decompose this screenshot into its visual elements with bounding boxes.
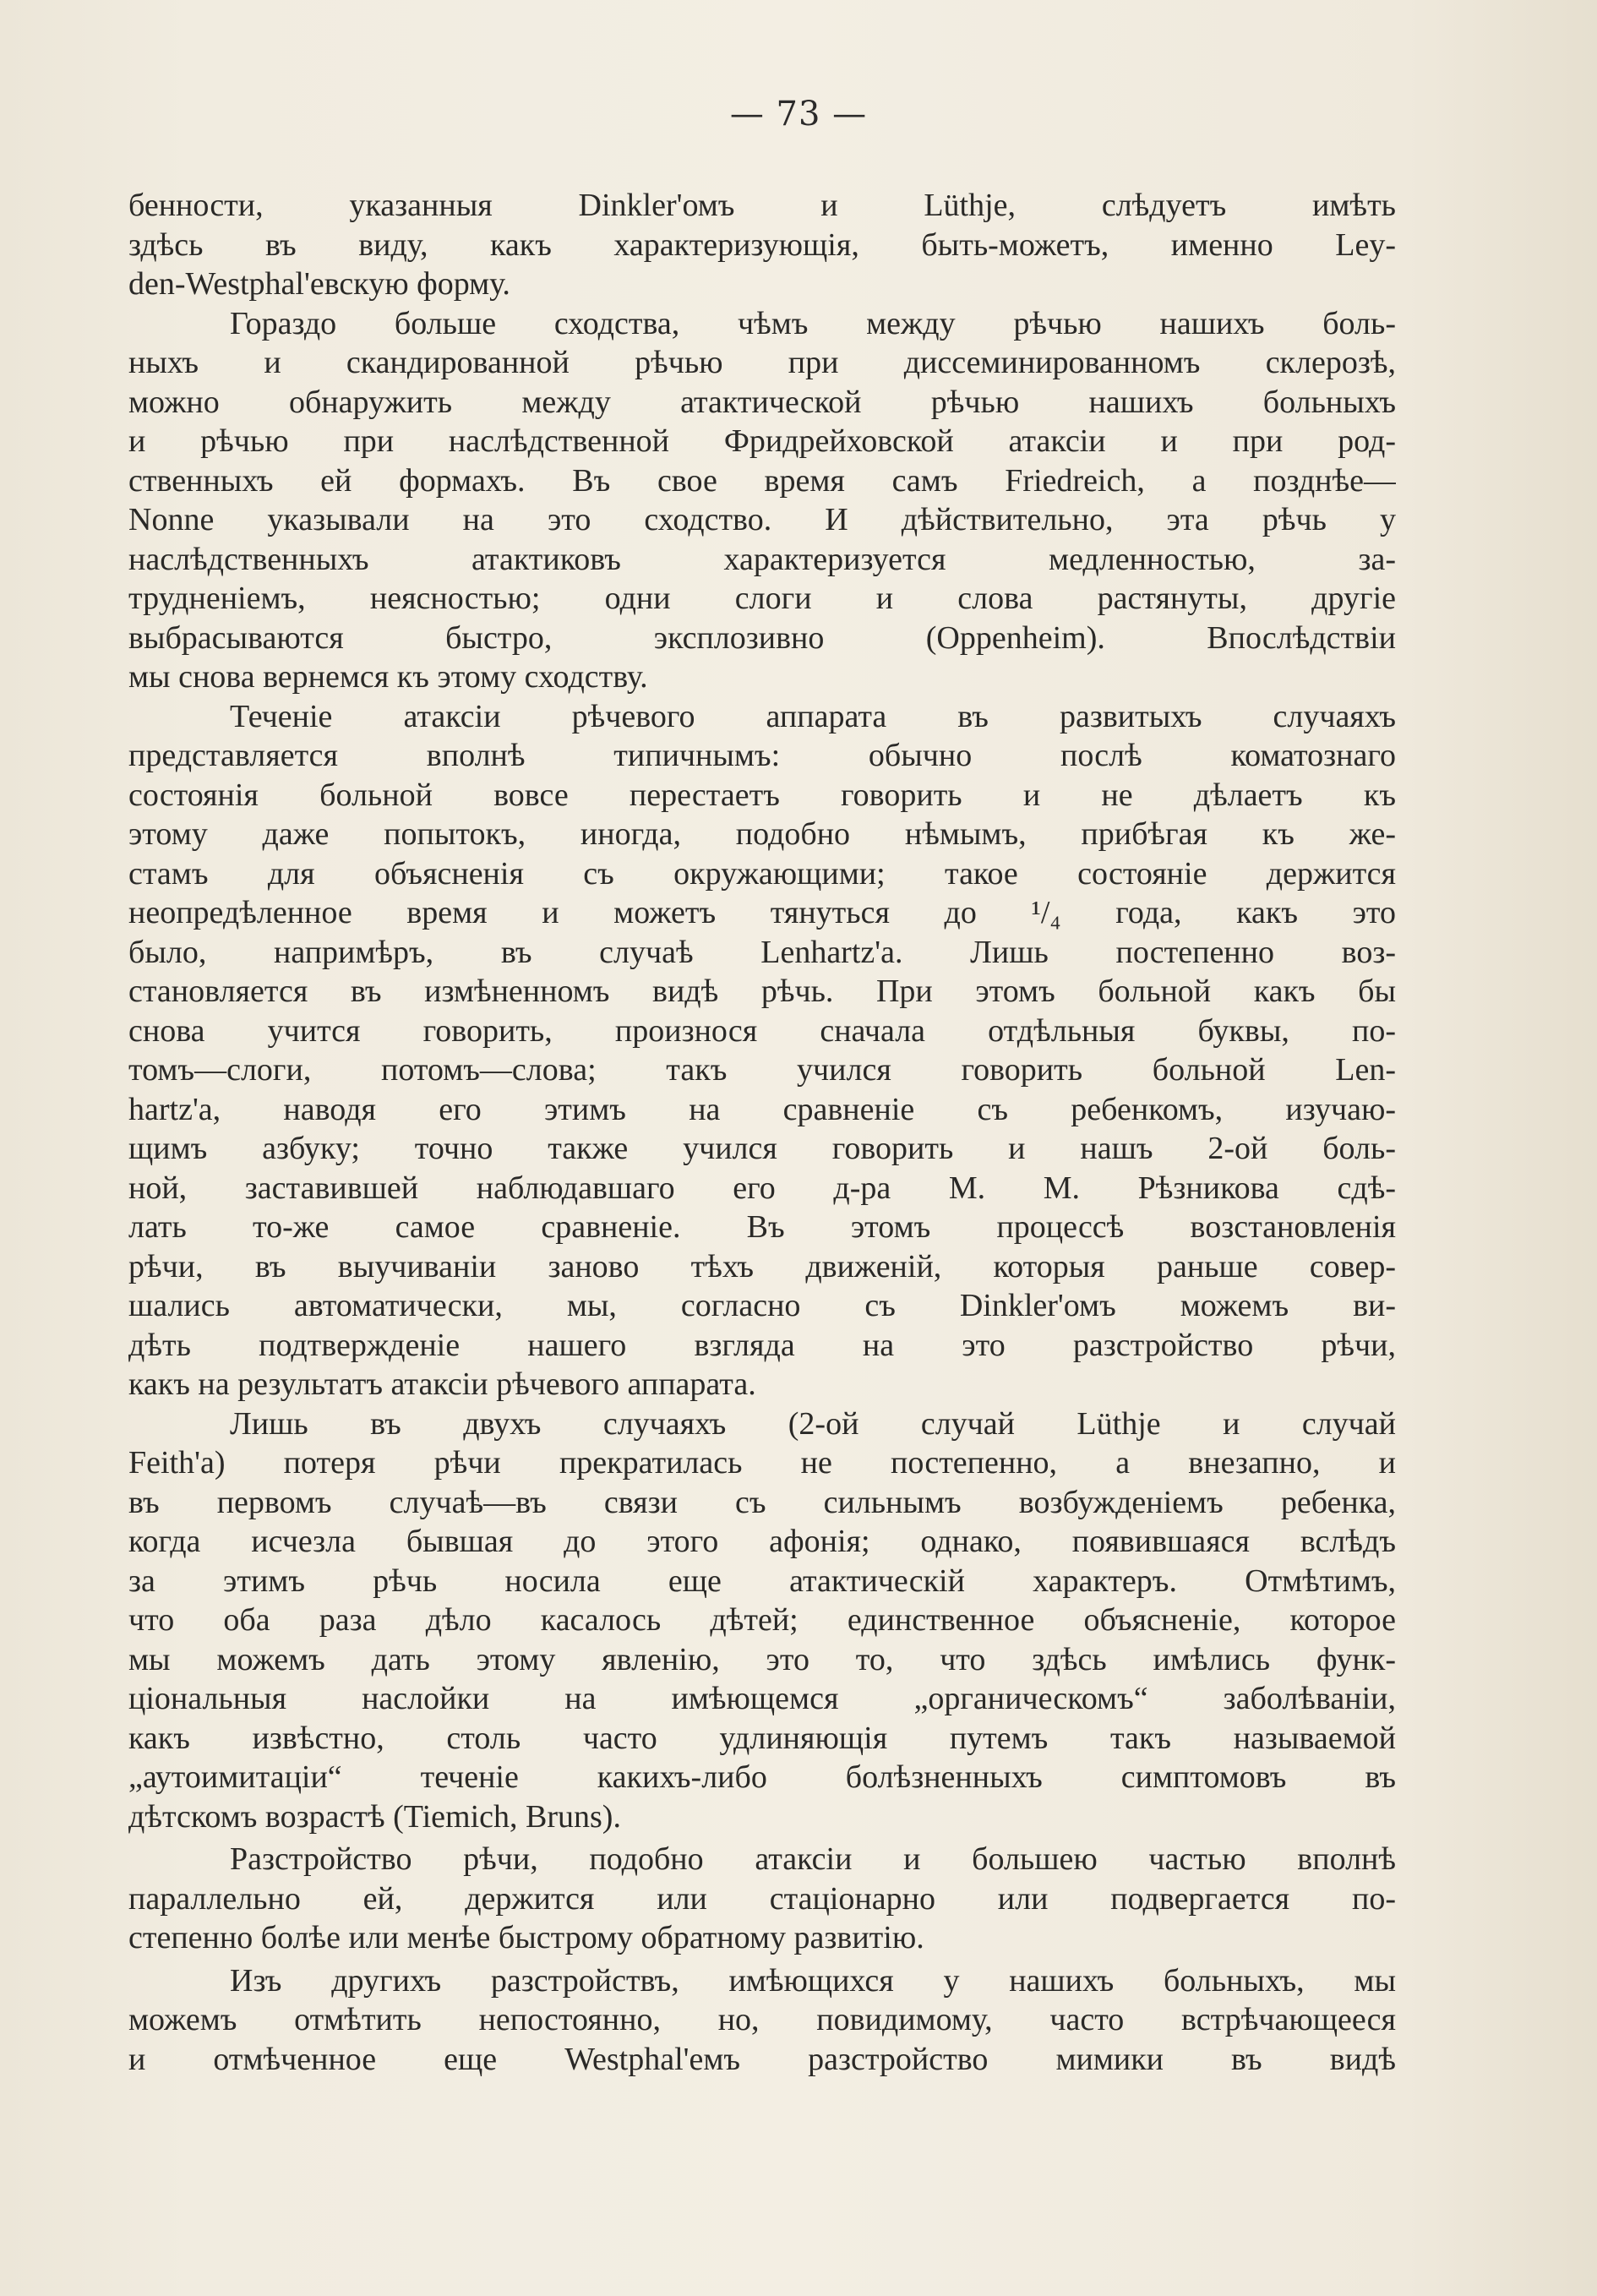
text-line: здѣсь въ виду, какъ характеризующія, быть-можетъ, именно Ley- bbox=[128, 226, 1396, 263]
text-line: ственныхъ ей формахъ. Въ свое время самъ Friedreich, а позднѣе— bbox=[128, 462, 1396, 499]
text-line: томъ—слоги, потомъ—слова; такъ учился говорить больной Len- bbox=[128, 1052, 1396, 1088]
text-line: мы можемъ дать этому явленію, это то, что здѣсь имѣлись функ- bbox=[128, 1641, 1396, 1677]
text-line: ныхъ и скандированной рѣчью при диссеминированномъ склерозѣ, bbox=[128, 345, 1396, 380]
text-line: выбрасываются быстро, эксплозивно (Oppenheim). Впослѣдствіи bbox=[128, 619, 1396, 656]
text-line: представляется вполнѣ типичнымъ: обычно послѣ коматознаго bbox=[128, 738, 1396, 773]
paragraph-first-line: Разстройство рѣчи, подобно атаксіи и большею частью вполнѣ bbox=[230, 1841, 1396, 1877]
text-line: когда исчезла бывшая до этого афонія; однако, появившаяся вслѣдъ bbox=[128, 1524, 1396, 1559]
text-line: состоянія больной вовсе перестаетъ говорить и не дѣлаетъ къ bbox=[128, 777, 1396, 813]
text-line: можно обнаружить между атактической рѣчью нашихъ больныхъ bbox=[128, 384, 1396, 420]
text-line: Feith'a) потеря рѣчи прекратилась не постепенно, а внезапно, и bbox=[128, 1445, 1396, 1481]
paragraph-first-line: Теченіе атаксіи рѣчевого аппарата въ развитыхъ случаяхъ bbox=[230, 698, 1396, 734]
page-number-header: — 73 — bbox=[729, 95, 868, 134]
text-line: рѣчи, въ выучиваніи заново тѣхъ движеній, которыя раньше совер- bbox=[128, 1248, 1396, 1284]
text-line: ціональныя наслойки на имѣющемся „органическомъ“ заболѣваніи, bbox=[128, 1681, 1396, 1716]
text-line: бенности, указанныя Dinkler'омъ и Lüthje, слѣдуетъ имѣть bbox=[128, 188, 1396, 223]
text-line: шались автоматически, мы, согласно съ Dinkler'омъ можемъ ви- bbox=[128, 1288, 1396, 1323]
text-line: было, напримѣръ, въ случаѣ Lenhartz'a. Лишь постепенно воз- bbox=[128, 934, 1396, 970]
text-line: за этимъ рѣчь носила еще атактическій характеръ. Отмѣтимъ, bbox=[128, 1562, 1396, 1599]
text-line: наслѣдственныхъ атактиковъ характеризуется медленностью, за- bbox=[128, 541, 1396, 577]
text-line: den-Westphal'евскую форму. bbox=[128, 266, 510, 302]
text-line: лать то-же самое сравненіе. Въ этомъ процессѣ возстановленія bbox=[128, 1209, 1396, 1245]
text-line: можемъ отмѣтить непостоянно, но, повидимому, часто встрѣчающееся bbox=[128, 2002, 1396, 2037]
text-line: hartz'a, наводя его этимъ на сравненіе съ ребенкомъ, изучаю- bbox=[128, 1091, 1396, 1127]
text-line: и рѣчью при наслѣдственной Фридрейховской атаксіи и при род- bbox=[128, 423, 1396, 459]
text-line: мы снова вернемся къ этому сходству. bbox=[128, 659, 648, 695]
text-line: этому даже попытокъ, иногда, подобно нѣмымъ, прибѣгая къ же- bbox=[128, 816, 1396, 852]
paragraph-first-line: Гораздо больше сходства, чѣмъ между рѣчью нашихъ боль- bbox=[230, 305, 1396, 341]
text-line: какъ на результатъ атаксіи рѣчевого аппарата. bbox=[128, 1366, 756, 1402]
text-line: дѣть подтвержденіе нашего взгляда на это разстройство рѣчи, bbox=[128, 1327, 1396, 1363]
text-line: щимъ азбуку; точно также учился говорить и нашъ 2-ой боль- bbox=[128, 1131, 1396, 1166]
text-line: трудненіемъ, неясностью; одни слоги и слова растянуты, другіе bbox=[128, 581, 1396, 616]
body-text bbox=[128, 186, 1396, 2079]
paragraph-first-line: Лишь въ двухъ случаяхъ (2-ой случай Lüthje и случай bbox=[230, 1405, 1396, 1442]
paragraph-first-line: Изъ другихъ разстройствъ, имѣющихся у нашихъ больныхъ, мы bbox=[230, 1962, 1396, 1999]
text-line: что оба раза дѣло касалось дѣтей; единственное объясненіе, которое bbox=[128, 1602, 1396, 1638]
text-line: „аутоимитаціи“ теченіе какихъ-либо болѣзненныхъ симптомовъ въ bbox=[128, 1759, 1396, 1795]
text-line: стамъ для объясненія съ окружающими; такое состояніе держится bbox=[128, 855, 1396, 892]
text-line: и отмѣченное еще Westphal'емъ разстройство мимики въ видѣ bbox=[128, 2041, 1396, 2077]
text-line: неопредѣленное время и можетъ тянуться до ¹/₄ года, какъ это bbox=[128, 895, 1396, 930]
text-line: снова учится говорить, произнося сначала отдѣльныя буквы, по- bbox=[128, 1012, 1396, 1049]
text-line: ной, заставившей наблюдавшаго его д-ра М. М. Рѣзникова сдѣ- bbox=[128, 1170, 1396, 1206]
text-line: дѣтскомъ возрастѣ (Tiemich, Bruns). bbox=[128, 1798, 621, 1835]
text-line: степенно болѣе или менѣе быстрому обратному развитію. bbox=[128, 1920, 924, 1955]
text-line: въ первомъ случаѣ—въ связи съ сильнымъ возбужденіемъ ребенка, bbox=[128, 1484, 1396, 1520]
text-line: какъ извѣстно, столь часто удлиняющія путемъ такъ называемой bbox=[128, 1720, 1396, 1756]
text-line: Nonne указывали на это сходство. И дѣйствительно, эта рѣчь у bbox=[128, 502, 1396, 537]
text-line: становляется въ измѣненномъ видѣ рѣчь. При этомъ больной какъ бы bbox=[128, 973, 1396, 1009]
text-line: параллельно ей, держится или стаціонарно или подвергается по- bbox=[128, 1880, 1396, 1917]
